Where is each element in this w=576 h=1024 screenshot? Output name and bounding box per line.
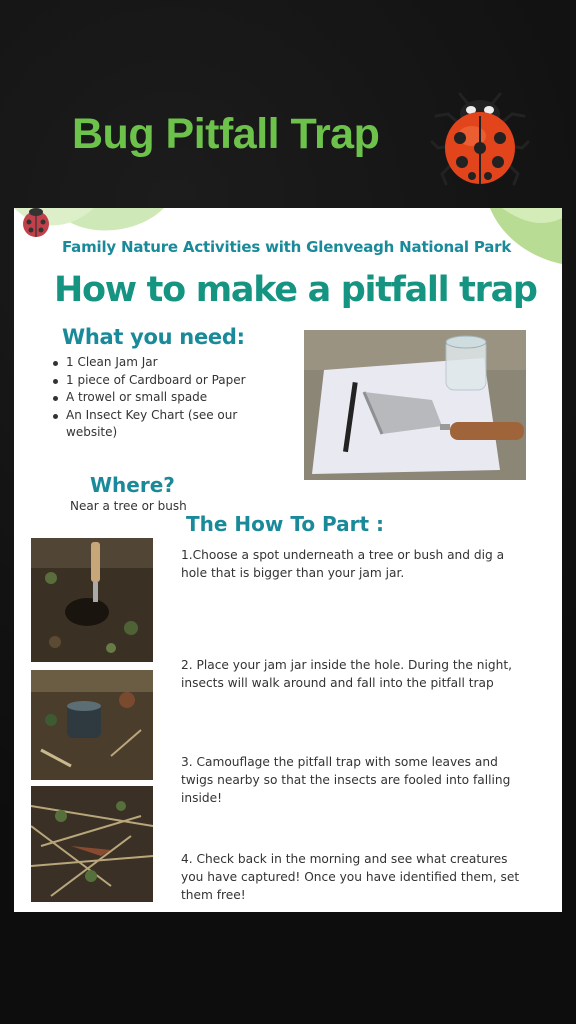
story-title: Bug Pitfall Trap	[72, 110, 380, 158]
ladybug-icon	[16, 208, 56, 242]
where-heading: Where?	[90, 473, 175, 497]
supplies-list	[52, 354, 272, 442]
step-photo-digging	[31, 538, 153, 662]
what-you-need-heading: What you need:	[62, 325, 245, 349]
step-photo-jar	[31, 670, 153, 780]
activity-card	[14, 208, 562, 912]
step-text: 2. Place your jam jar inside the hole. During the night, insects will walk around and fall into the pitfall trap	[181, 658, 512, 690]
step-text: 4. Check back in the morning and see what creatures you have captured! Once you have identified them, set them free!	[181, 852, 520, 902]
list-item: 1 Clean Jam Jar	[52, 354, 272, 372]
list-item: An Insect Key Chart (see our website)	[52, 407, 272, 442]
where-text: Near a tree or bush	[70, 499, 187, 513]
list-item: 1 piece of Cardboard or Paper	[52, 372, 272, 390]
step-text: 3. Camouflage the pitfall trap with some leaves and twigs nearby so that the insects are fooled into falling inside!	[181, 755, 511, 805]
how-to-heading: The How To Part :	[186, 512, 385, 536]
card-subtitle: Family Nature Activities with Glenveagh National Park	[62, 238, 512, 256]
step-photo-camouflage	[31, 786, 153, 902]
page-title: How to make a pitfall trap	[54, 270, 537, 310]
supplies-photo	[304, 330, 526, 480]
step-text: 1.Choose a spot underneath a tree or bush and dig a hole that is bigger than your jam jar.	[181, 548, 505, 580]
ladybug-icon	[428, 90, 532, 190]
list-item: A trowel or small spade	[52, 389, 272, 407]
